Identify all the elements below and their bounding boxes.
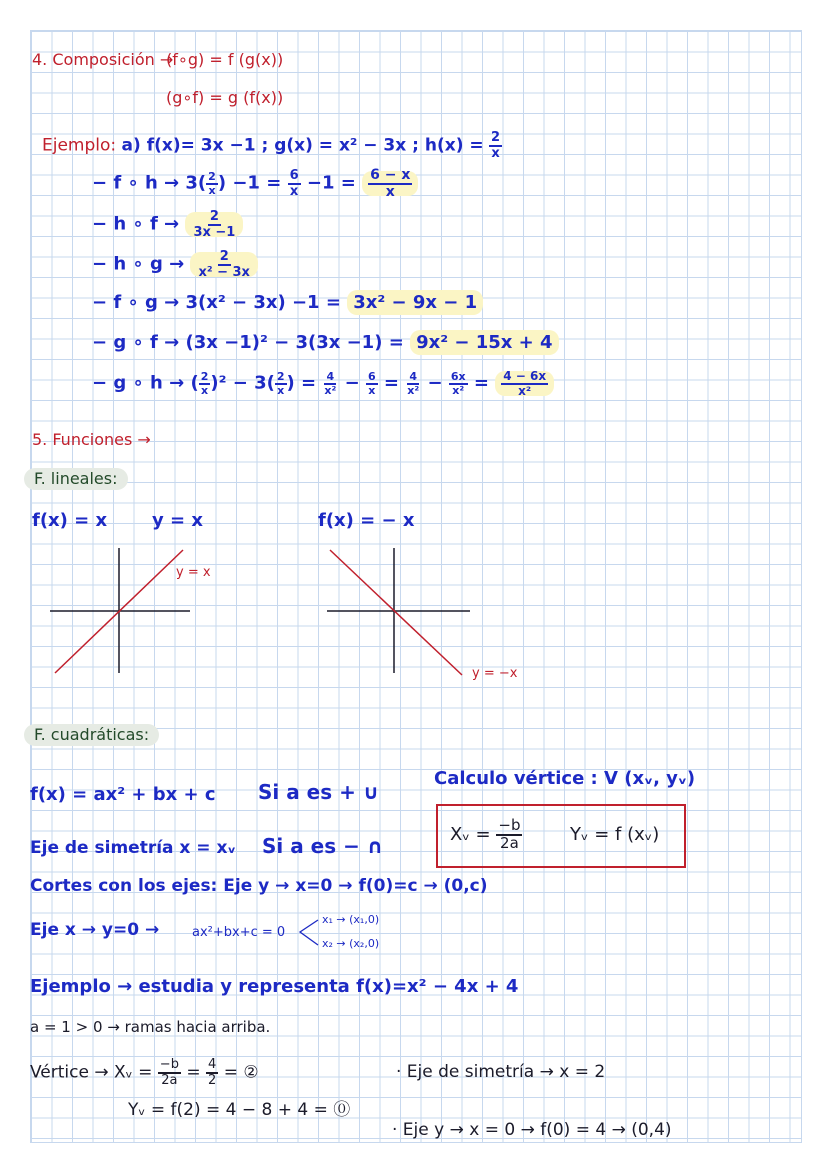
graph2-line-label: y = −x [472,666,518,681]
if-a-negative: Si a es − ∩ [262,834,384,858]
y-intercept-example: · Eje y → x = 0 → f(0) = 4 → (0,4) [392,1120,672,1140]
quadratic-general-form: f(x) = ax² + bx + c [30,784,216,805]
root-2: x₂ → (x₂,0) [322,937,380,950]
vertex-x-calc: Vértice → Xᵥ = $\frac{-b}{2a}$ = $\frac{4}{2}$ = ② [30,1057,259,1088]
example-definition: Ejemplo: a) f(x)= 3x −1 ; g(x) = x² − 3x ; h(x) = $\frac{2}{x}$ [42,130,501,161]
xv-formula: Xᵥ = $\frac{-b}{2a}$ [450,816,521,852]
row-f-o-g: − f ∘ g → 3(x² − 3x) −1 = 3x² − 9x − 1 [92,294,483,312]
composition-def-1: (f∘g) = f (g(x)) [166,50,284,69]
graph1-title: f(x) = x [32,510,108,531]
line-y-equals-neg-x [330,550,462,675]
row-g-o-f: − g ∘ f → (3x −1)² − 3(3x −1) = 9x² − 15x + 4 [92,334,559,352]
lineales-tag: F. lineales: [24,468,128,490]
root-1: x₁ → (x₁,0) [322,913,380,926]
row-h-o-f: − h ∘ f → $\frac{2}{3x -1}$ [92,210,243,239]
yv-formula: Yᵥ = f (xᵥ) [570,824,660,845]
row-f-o-h: − f ∘ h → 3( $\frac{2}{x}$ ) −1 = $\frac{6}{x}$ −1 = $\frac{6 - x}{x}$ [92,168,418,199]
row-g-o-h: − g ∘ h → ( $\frac{2}{x}$ )² − 3( $\frac{2}{x}$ ) = $\frac{4}{\text{x²}}$ − $\frac{6}{x}$ = $\frac{4}{\text{x²}}$ − $\frac{6x}{\text{x²}}$ = $\frac{4 - 6x}{\text{x²}}$ [92,370,554,397]
example-quadratic: Ejemplo → estudia y representa f(x)=x² − 4x + 4 [30,976,519,997]
section-5-heading: 5. Funciones → [32,430,151,449]
symmetry-axis-example: · Eje de simetría → x = 2 [396,1062,606,1082]
quadratic-equation: ax²+bx+c = 0 [192,925,286,940]
section-4-heading: 4. Composición → [32,50,174,69]
vertex-y-calc: Yᵥ = f(2) = 4 − 8 + 4 = ⓪ [128,1100,351,1120]
axis-intercepts: Cortes con los ejes: Eje y → x=0 → f(0)=c → (0,c) [30,876,488,896]
graph2-title: f(x) = − x [318,510,415,531]
row-h-o-g: − h ∘ g → $\frac{2}{\text{x² − 3x}}$ [92,250,258,279]
branch-brace-icon [296,918,320,948]
if-a-positive: Si a es + ∪ [258,780,380,804]
symmetry-axis: Eje de simetría x = xᵥ [30,838,236,858]
cuadraticas-tag: F. cuadráticas: [24,724,159,746]
graph1-line-label: y = x [176,565,211,580]
x-axis-intercept: Eje x → y=0 → [30,920,160,940]
graph-negative [325,545,475,675]
vertex-title: Calculo vértice : V (xᵥ, yᵥ) [434,768,696,789]
graph1-title-2: y = x [152,510,203,531]
composition-def-2: (g∘f) = g (f(x)) [166,88,284,107]
coefficient-a: a = 1 > 0 → ramas hacia arriba. [30,1018,271,1036]
